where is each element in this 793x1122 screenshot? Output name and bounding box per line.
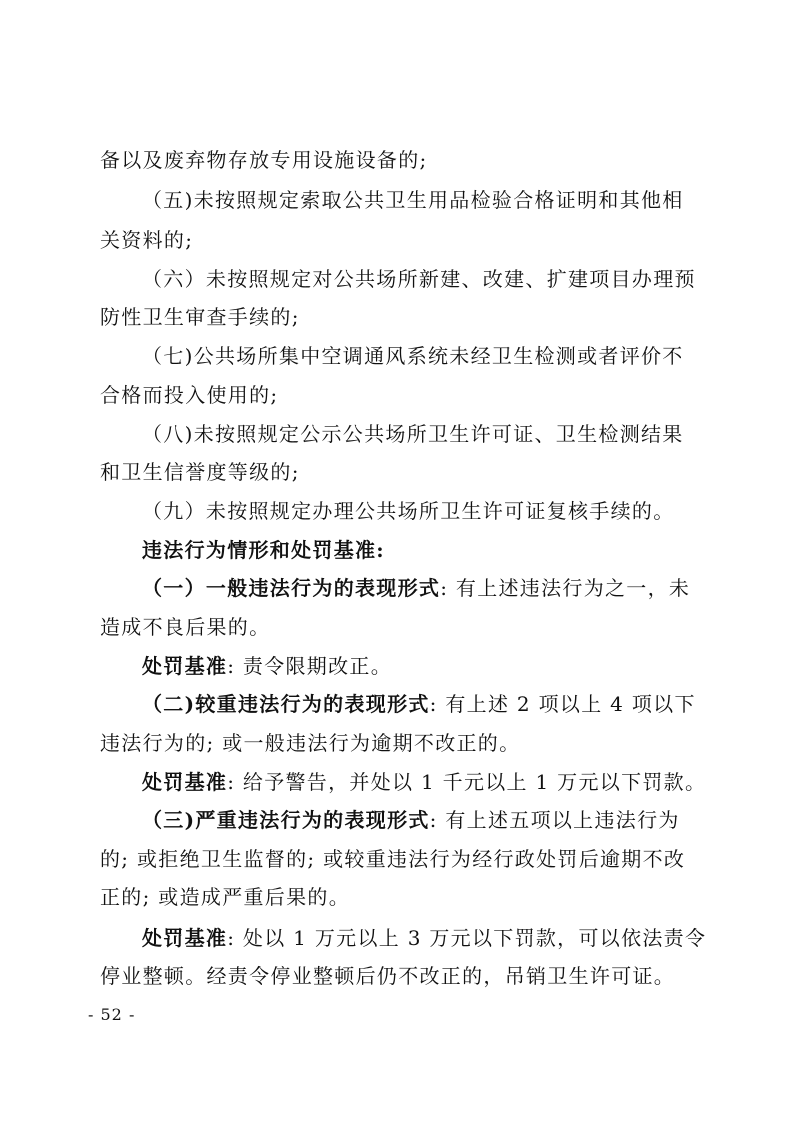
text-line: 违法行为的; 或一般违法行为逾期不改正的。 bbox=[100, 731, 521, 755]
text-run: : 处以 1 万元以上 3 万元以下罚款，可以依法责令 bbox=[227, 926, 707, 950]
text-run: : 有上述 2 项以上 4 项以下 bbox=[429, 692, 696, 716]
bold-label: （一）一般违法行为的表现形式 bbox=[142, 576, 441, 600]
text-line: 合格而投入使用的; bbox=[100, 383, 279, 407]
bold-label: 处罚基准 bbox=[142, 926, 228, 950]
text-line bbox=[142, 807, 700, 833]
text-line bbox=[142, 925, 707, 951]
text-run: : 给予警告，并处以 1 千元以上 1 万元以下罚款。 bbox=[227, 770, 707, 794]
text-line bbox=[142, 653, 700, 679]
text-line bbox=[142, 575, 700, 601]
text-line: 造成不良后果的。 bbox=[100, 615, 271, 639]
bold-label: 处罚基准 bbox=[142, 770, 228, 794]
text-line: （八)未按照规定公示公共场所卫生许可证、卫生检测结果 bbox=[142, 422, 684, 446]
text-line: 正的; 或造成严重后果的。 bbox=[100, 885, 350, 909]
text-line: （五)未按照规定索取公共卫生用品检验合格证明和其他相 bbox=[142, 188, 684, 212]
text-line bbox=[142, 691, 700, 717]
text-line: （六）未按照规定对公共场所新建、改建、扩建项目办理预 bbox=[142, 267, 696, 291]
bold-label: 处罚基准 bbox=[142, 654, 228, 678]
section-heading: 违法行为情形和处罚基准: bbox=[142, 538, 385, 562]
text-run: : 有上述违法行为之一，未 bbox=[440, 576, 691, 600]
text-line: 关资料的; bbox=[100, 228, 194, 252]
bold-label: （三)严重违法行为的表现形式 bbox=[142, 808, 430, 832]
text-line: 和卫生信誉度等级的; bbox=[100, 460, 300, 484]
text-line: 的; 或拒绝卫生监督的; 或较重违法行为经行政处罚后逾期不改 bbox=[100, 847, 686, 871]
text-line: 停业整顿。经责令停业整顿后仍不改正的，吊销卫生许可证。 bbox=[100, 964, 676, 988]
bold-label: （二)较重违法行为的表现形式 bbox=[142, 692, 430, 716]
text-line: （七)公共场所集中空调通风系统未经卫生检测或者评价不 bbox=[142, 344, 684, 368]
text-run: : 责令限期改正。 bbox=[227, 654, 392, 678]
text-line: 防性卫生审查手续的; bbox=[100, 305, 300, 329]
text-line: 备以及废弃物存放专用设施设备的; bbox=[100, 148, 428, 172]
text-line bbox=[142, 769, 707, 795]
page-number: - 52 - bbox=[88, 1005, 136, 1024]
text-line: （九）未按照规定办理公共场所卫生许可证复核手续的。 bbox=[142, 499, 675, 523]
text-run: : 有上述五项以上违法行为 bbox=[429, 808, 680, 832]
